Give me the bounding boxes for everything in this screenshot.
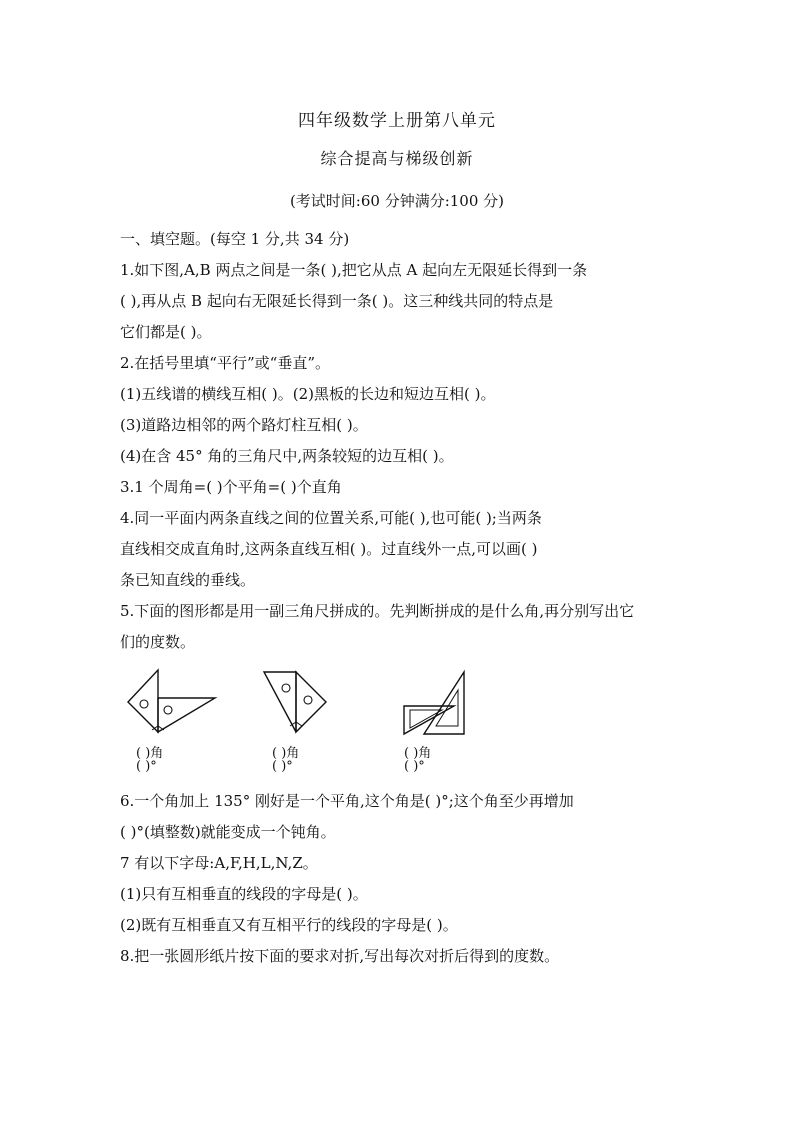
question-line: (1)五线谱的横线互相( )。(2)黑板的长边和短边互相( )。 <box>120 385 496 403</box>
exam-info: (考试时间:60 分钟满分:100 分) <box>289 192 505 210</box>
question-line: (1)只有互相垂直的线段的字母是( )。 <box>120 885 368 903</box>
question-line: 6.一个角加上 135° 刚好是一个平角,这个角是( )°;这个角至少再增加 <box>120 792 574 810</box>
question-line: 7 有以下字母:A,F,H,L,N,Z。 <box>120 854 318 872</box>
question-line: 条已知直线的垂线。 <box>120 571 256 589</box>
question-line: ( )°(填整数)就能变成一个钝角。 <box>120 823 336 841</box>
question-line: 们的度数。 <box>120 633 196 651</box>
question-line: 3.1 个周角=( )个平角=( )个直角 <box>120 478 342 496</box>
question-line: 直线相交成直角时,这两条直线互相( )。过直线外一点,可以画( ) <box>120 540 538 558</box>
question-line: 5.下面的图形都是用一副三角尺拼成的。先判断拼成的是什么角,再分别写出它 <box>120 602 635 620</box>
question-line: 8.把一张圆形纸片按下面的要求对折,写出每次对折后得到的度数。 <box>120 947 560 965</box>
set-square-figure-3 <box>402 668 482 738</box>
question-line: 1.如下图,A,B 两点之间是一条( ),把它从点 A 起向左无限延长得到一条 <box>120 261 588 279</box>
figure-2 <box>260 668 340 774</box>
question-line: (4)在含 45° 角的三角尺中,两条较短的边互相( )。 <box>120 447 454 465</box>
angle-degree-blank: ( )° <box>404 759 425 774</box>
page-subtitle: 综合提高与梯级创新 <box>320 149 474 168</box>
question-line: ( ),再从点 B 起向右无限延长得到一条( )。这三种线共同的特点是 <box>120 292 554 310</box>
angle-type-blank: ( )角 <box>136 746 164 761</box>
question-line: (3)道路边相邻的两个路灯柱互相( )。 <box>120 416 368 434</box>
angle-type-blank: ( )角 <box>404 746 432 761</box>
angle-degree-blank: ( )° <box>272 759 293 774</box>
question-line: 2.在括号里填“平行”或“垂直”。 <box>120 354 330 372</box>
question-line: 4.同一平面内两条直线之间的位置关系,可能( ),也可能( );当两条 <box>120 509 542 527</box>
set-square-figure-2 <box>260 668 340 738</box>
question-line: (2)既有互相垂直又有互相平行的线段的字母是( )。 <box>120 916 458 934</box>
section-heading: 一、填空题。(每空 1 分,共 34 分) <box>120 230 350 248</box>
angle-type-blank: ( )角 <box>272 746 300 761</box>
set-square-figure-1 <box>120 668 220 738</box>
figure-1 <box>120 668 220 774</box>
page-title: 四年级数学上册第八单元 <box>298 111 496 131</box>
figure-3 <box>402 668 482 774</box>
question-line: 它们都是( )。 <box>120 323 212 341</box>
angle-degree-blank: ( )° <box>136 759 157 774</box>
triangle-figures <box>120 668 540 778</box>
